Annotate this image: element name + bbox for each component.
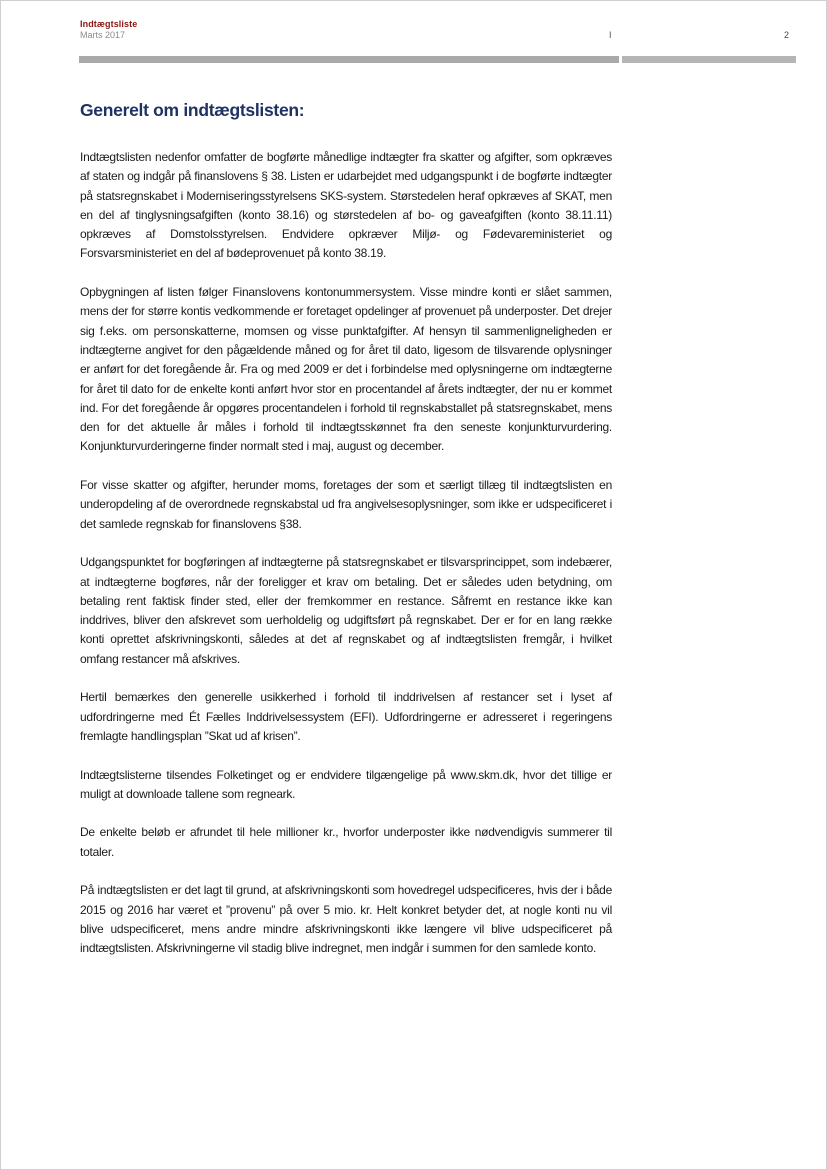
paragraph-accounting-principle: Udgangspunktet for bogføringen af indtægterne på statsregnskabet er tilsvarsprincippet, som indebærer, at indtægterne bogføres, når der foreligger et krav om betaling. Det er således uden betydning, om betaling rent faktisk finder sted, eller der fremkommer en restance. Såfremt en restance ikke kan inddrives, bliver den afskrevet som uerholdelig og udgiftsført på regnskabet. Der er for en lang række konti oprettet afskrivningskonti, således at det af regnskabet og af indtægtslisten fremgår, i hvilket omfang restancer må afskrives.	[80, 555, 612, 666]
page-number: 2	[784, 30, 790, 40]
document-date: Marts 2017	[80, 30, 126, 40]
header-rule-left	[79, 56, 619, 63]
document-body	[80, 100, 612, 978]
paragraph-writeoff-accounts: På indtægtslisten er det lagt til grund, at afskrivningskonti som hovedregel udspecificeres, hvis der i både 2015 og 2016 har været et ”provenu” på over 5 mio. kr. Helt konkret betyder det, at nogle konti nu vil blive udspecificeret, mens andre mindre afskrivningskonti ikke længere vil blive udspecificeret på indtægtslisten. Afskrivningerne vil stadig blive indregnet, men indgår i summen for den samlede konto.	[80, 883, 612, 956]
paragraph-intro: Indtægtslisten nedenfor omfatter de bogførte månedlige indtægter fra skatter og afgifter, som opkræves af staten og indgår på finanslovens § 38. Listen er udarbejdet med udgangspunkt i de bogførte indtægter på statsregnskabet i Moderniseringsstyrelsens SKS-system. Størstedelen heraf opkræves af SKAT, men en del af tinglysningsafgiften (konto 38.16) og størstedelen af bo- og gaveafgiften (konto 38.11.11) opkræves af Domstolsstyrelsen. Endvidere opkræver Miljø- og Fødevareministeriet og Forsvarsministeriet en del af bødeprovenuet på konto 38.19.	[80, 150, 612, 261]
paragraph-supplement: For visse skatter og afgifter, herunder moms, foretages der som et særligt tillæg til indtægtslisten en underopdeling af de overordnede regnskabstal ud fra angivelsesoplysninger, som ikke er udspecificeret i det samlede regnskab for finanslovens §38.	[80, 478, 612, 531]
document-title: Indtægtsliste	[80, 19, 138, 29]
header-rule-right	[622, 56, 796, 63]
paragraph-distribution: Indtægtslisterne tilsendes Folketinget og er endvidere tilgængelige på www.skm.dk, hvor det tillige er muligt at downloade tallene som regneark.	[80, 767, 612, 801]
paragraph-structure: Opbygningen af listen følger Finanslovens kontonummersystem. Visse mindre konti er slået sammen, mens der for større kontis vedkommende er foretaget opdelinger af provenuet på underposter. Det drejer sig f.eks. om personskatterne, momsen og visse punktafgifter. Af hensyn til sammenligneligheden er indtægterne angivet for den pågældende måned og for året til dato, ligesom de tilsvarende oplysninger er anført for det foregående år. Fra og med 2009 er det i forbindelse med oplysningerne om indtægterne for året til dato for de enkelte konti anført hvor stor en procentandel af årets indtægter, der nu er kommet ind. For det foregående år opgøres procentandelen i forhold til regnskabstallet på statsregnskabet, mens den for det aktuelle år måles i forhold til indtægtsskønnet fra den seneste konjunkturvurdering. Konjunkturvurderingerne finder normalt sted i maj, august og december.	[80, 285, 612, 454]
paragraph-rounding: De enkelte beløb er afrundet til hele millioner kr., hvorfor underposter ikke nødvendigvis summerer til totaler.	[80, 825, 612, 859]
paragraph-efi: Hertil bemærkes den generelle usikkerhed i forhold til inddrivelsen af restancer set i lyset af udfordringerne med Ét Fælles Inddrivelsessystem (EFI). Udfordringerne er adresseret i regeringens fremlagte handlingsplan ”Skat ud af krisen”.	[80, 690, 612, 743]
section-heading: Generelt om indtægtslisten:	[80, 100, 305, 120]
header-separator: I	[609, 30, 612, 40]
